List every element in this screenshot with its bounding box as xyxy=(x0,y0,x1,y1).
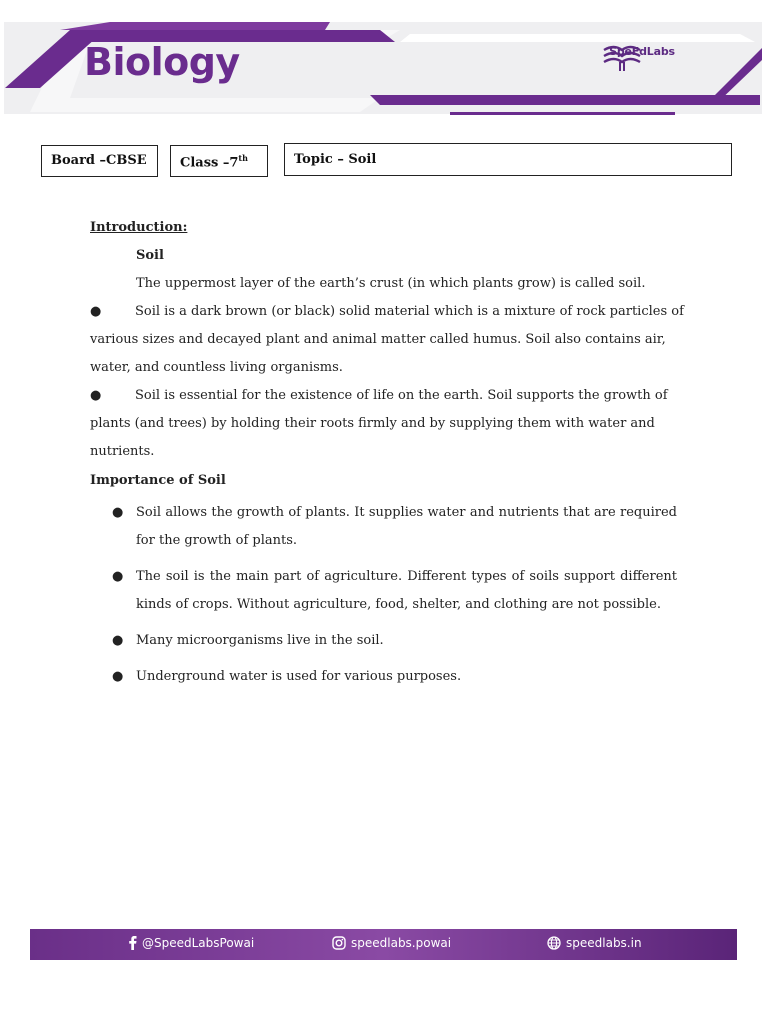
bullet-icon: ● xyxy=(112,569,124,584)
list-item xyxy=(112,563,677,619)
para2-line1 xyxy=(90,386,668,406)
footer-website[interactable] xyxy=(547,936,642,950)
class-label: Class –7 xyxy=(180,155,239,171)
para1-line1 xyxy=(90,302,684,322)
speedlabs-logo xyxy=(600,44,684,94)
bullet-icon: ● xyxy=(90,304,102,319)
para1-text-2: various sizes and decayed plant and animal matter called humus. Soil also contains air, xyxy=(90,332,666,347)
importance-item-4: Underground water is used for various purposes. xyxy=(136,669,462,684)
list-item xyxy=(112,499,677,555)
importance-item-1: Soil allows the growth of plants. It supplies water and nutrients that are required for the growth of plants. xyxy=(136,505,677,548)
bullet-icon: ● xyxy=(112,669,124,684)
board-label: Board –CBSE xyxy=(51,153,147,168)
para1-text-3: water, and countless living organisms. xyxy=(90,360,343,375)
website-link[interactable]: speedlabs.in xyxy=(566,936,642,950)
globe-icon xyxy=(547,936,561,950)
soil-definition: The uppermost layer of the earth’s crust (in which plants grow) is called soil. xyxy=(136,276,646,291)
importance-item-3: Many microorganisms live in the soil. xyxy=(136,633,384,648)
footer-instagram[interactable] xyxy=(332,936,451,950)
importance-item-2: The soil is the main part of agriculture. Different types of soils support different kinds of crops. Without agriculture, food, shelter, and clothing are not possible. xyxy=(136,569,677,612)
footer-bar xyxy=(30,929,737,960)
para2-text-2: plants (and trees) by holding their roots firmly and by supplying them with water and xyxy=(90,416,655,431)
bullet-icon: ● xyxy=(112,505,124,520)
bullet-icon: ● xyxy=(90,388,102,403)
intro-heading: Introduction: xyxy=(90,220,188,235)
instagram-handle[interactable]: speedlabs.powai xyxy=(351,936,452,950)
book-icon xyxy=(600,44,644,74)
para2-text-3: nutrients. xyxy=(90,444,155,459)
list-item xyxy=(112,663,677,691)
importance-heading: Importance of Soil xyxy=(90,473,226,488)
facebook-handle[interactable]: @SpeedLabsPowai xyxy=(142,936,255,950)
board-box xyxy=(41,145,158,177)
para1-text-1: Soil is a dark brown (or black) solid material which is a mixture of rock particles of xyxy=(135,304,684,319)
facebook-icon xyxy=(128,936,137,950)
class-superscript: th xyxy=(238,153,248,163)
soil-heading: Soil xyxy=(136,248,164,263)
class-box xyxy=(170,145,268,177)
footer-facebook[interactable] xyxy=(128,936,254,950)
topic-label: Topic – Soil xyxy=(294,152,377,167)
bullet-icon: ● xyxy=(112,633,124,648)
instagram-icon xyxy=(332,936,346,950)
topic-box xyxy=(284,143,732,176)
para2-text-1: Soil is essential for the existence of life on the earth. Soil supports the growth of xyxy=(135,388,668,403)
subject-title: Biology xyxy=(84,40,240,84)
logo-text: SpeEdLabs xyxy=(609,45,675,58)
list-item xyxy=(112,627,677,655)
header-banner xyxy=(0,0,768,120)
